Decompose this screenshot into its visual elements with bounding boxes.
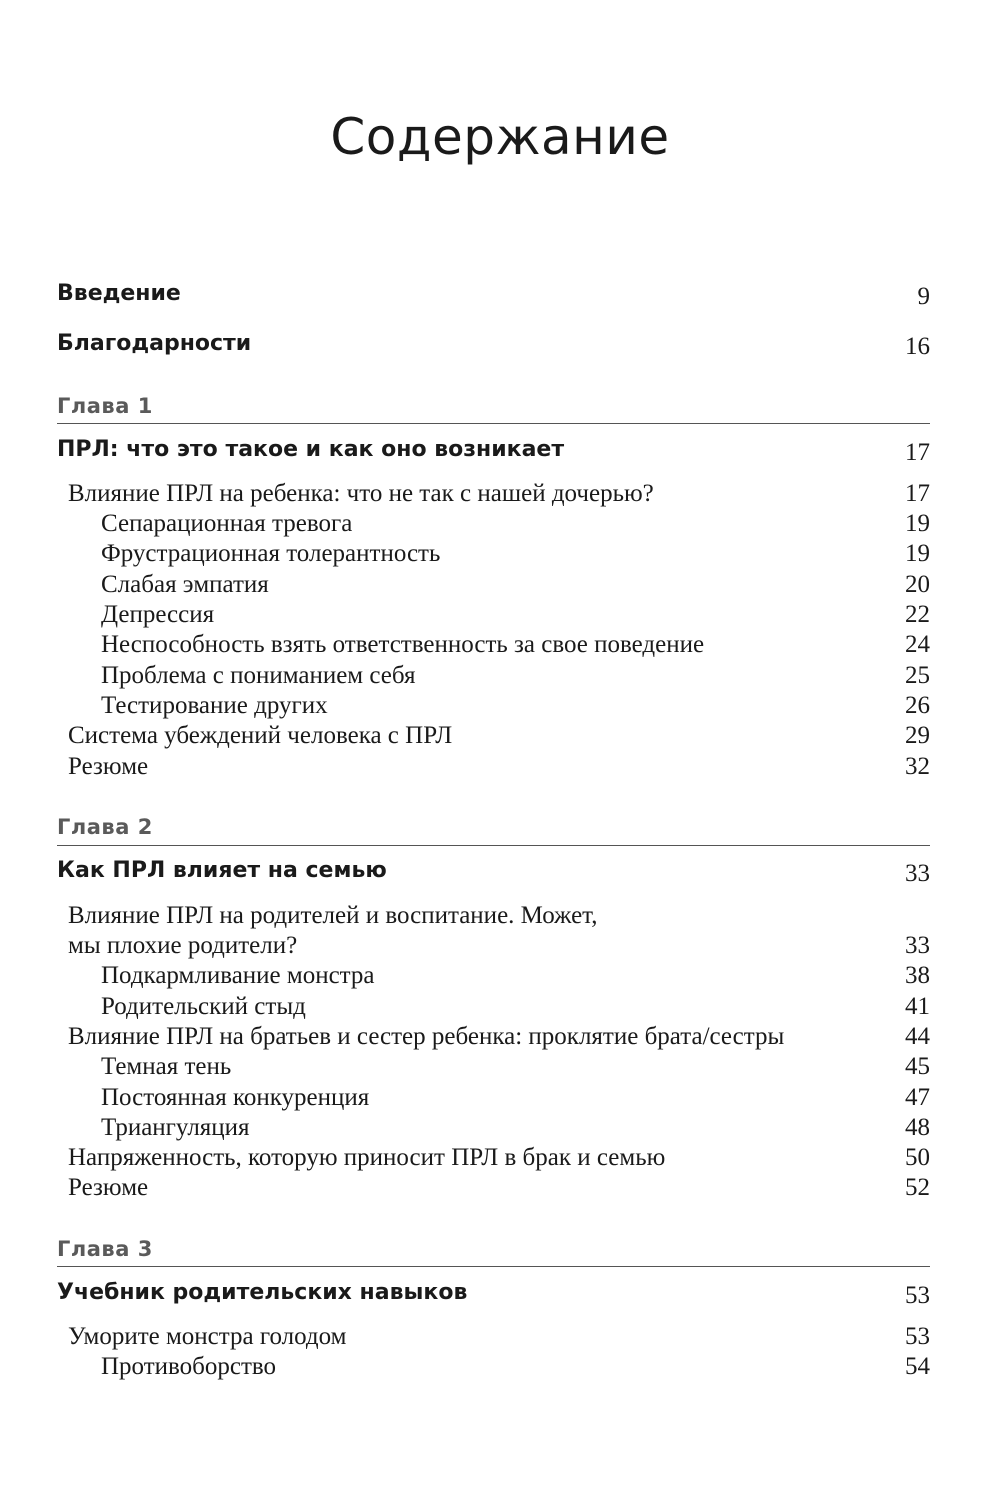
chapter-heading: Глава 1: [57, 394, 153, 418]
entry-page: 19: [905, 510, 930, 537]
entry-label: Система убеждений человека с ПРЛ: [68, 722, 453, 749]
entry-page: 26: [905, 692, 930, 719]
entry-label: Резюме: [68, 1174, 149, 1201]
entry-label: Противоборство: [101, 1353, 277, 1380]
chapter-rule: [57, 423, 930, 424]
entry-page: 52: [905, 1174, 930, 1201]
chapter-rule: [57, 1266, 930, 1267]
entry-label: мы плохие родители?: [68, 932, 298, 959]
chapter-rule: [57, 845, 930, 846]
entry-page: 45: [905, 1053, 930, 1080]
entry-page: 44: [905, 1023, 930, 1050]
entry-page: 25: [905, 662, 930, 689]
entry-label: Родительский стыд: [101, 993, 306, 1020]
entry-label: Постоянная конкуренция: [101, 1084, 370, 1111]
chapter-title: ПРЛ: что это такое и как оно возникает: [57, 437, 565, 462]
entry-page: 20: [905, 571, 930, 598]
entry-label: Слабая эмпатия: [101, 571, 269, 598]
entry-page: 47: [905, 1084, 930, 1111]
entry-page: 19: [905, 540, 930, 567]
entry-label: Фрустрационная толерантность: [101, 540, 441, 567]
entry-page: 16: [905, 333, 930, 360]
entry-label: Тестирование других: [101, 692, 328, 719]
entry-label: Влияние ПРЛ на родителей и воспитание. Может,: [68, 902, 598, 929]
entry-label: Подкармливание монстра: [101, 962, 375, 989]
entry-label: Темная тень: [101, 1053, 232, 1080]
page-title: Содержание: [330, 108, 670, 166]
entry-label: Влияние ПРЛ на братьев и сестер ребенка: проклятие брата/сестры: [68, 1023, 785, 1050]
entry-label: Напряженность, которую приносит ПРЛ в брак и семью: [68, 1144, 666, 1171]
entry-label: Сепарационная тревога: [101, 510, 353, 537]
entry-label: Резюме: [68, 753, 149, 780]
entry-page: 32: [905, 753, 930, 780]
entry-label: Неспособность взять ответственность за свое поведение: [101, 631, 705, 658]
entry-page: 53: [905, 1282, 930, 1309]
entry-label: Уморите монстра голодом: [68, 1323, 347, 1350]
entry-page: 9: [917, 283, 930, 310]
entry-page: 53: [905, 1323, 930, 1350]
entry-label: Депрессия: [101, 601, 215, 628]
entry-page: 17: [905, 480, 930, 507]
entry-page: 29: [905, 722, 930, 749]
entry-label: Влияние ПРЛ на ребенка: что не так с нашей дочерью?: [68, 480, 654, 507]
entry-label: Благодарности: [57, 331, 252, 356]
entry-page: 50: [905, 1144, 930, 1171]
entry-page: 38: [905, 962, 930, 989]
entry-label: Проблема с пониманием себя: [101, 662, 416, 689]
chapter-title: Учебник родительских навыков: [57, 1280, 468, 1305]
entry-page: 41: [905, 993, 930, 1020]
entry-page: 48: [905, 1114, 930, 1141]
chapter-heading: Глава 2: [57, 815, 153, 839]
chapter-heading: Глава 3: [57, 1237, 153, 1261]
entry-page: 54: [905, 1353, 930, 1380]
entry-page: 33: [905, 932, 930, 959]
entry-page: 17: [905, 439, 930, 466]
entry-page: 22: [905, 601, 930, 628]
entry-label: Введение: [57, 281, 181, 306]
entry-page: 33: [905, 860, 930, 887]
entry-page: 24: [905, 631, 930, 658]
entry-label: Триангуляция: [101, 1114, 250, 1141]
chapter-title: Как ПРЛ влияет на семью: [57, 858, 387, 883]
